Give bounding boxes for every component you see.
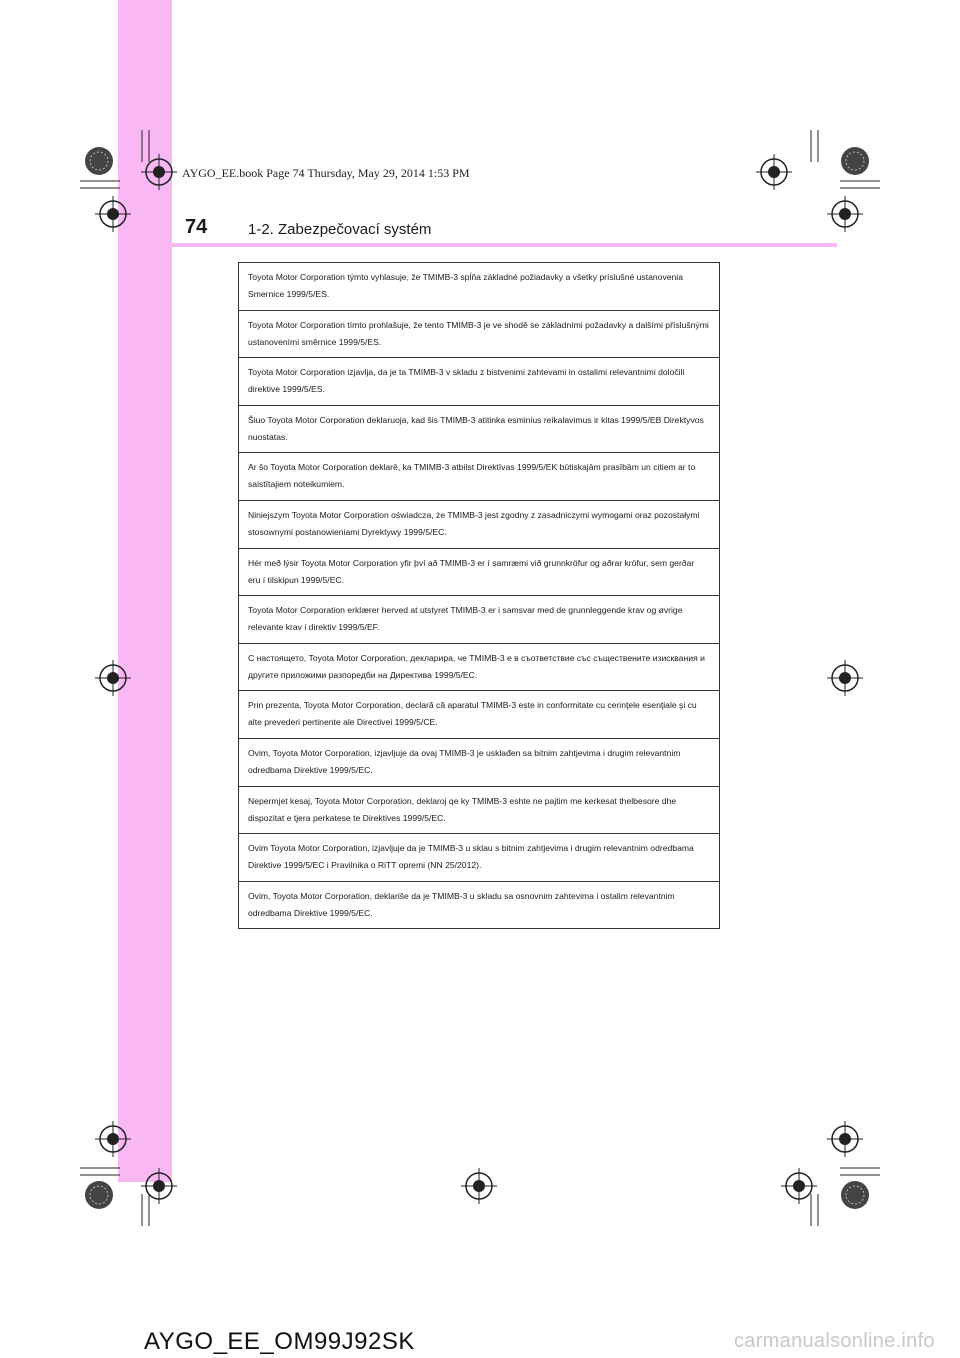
crop-mark-icon xyxy=(780,130,880,230)
declaration-table xyxy=(238,262,720,929)
table-row: Šiuo Toyota Motor Corporation deklaruoja, kad šis TMIMB-3 atitinka esminius reikalavimus ir kitas 1999/5/EB Direktyvos nuostatas. xyxy=(239,406,719,454)
table-row: Ovim, Toyota Motor Corporation, deklariše da je TMIMB-3 u skladu sa osnovnim zahtevima i ostalim relevantnim odredbama Direktive 1999/5/EC. xyxy=(239,882,719,930)
table-row: Toyota Motor Corporation izjavlja, da je ta TMIMB-3 v skladu z bistvenimi zahtevami in ostalimi relevantnimi določili direktive 1999/5/ES. xyxy=(239,358,719,406)
table-row: Toyota Motor Corporation týmto vyhlasuje, že TMIMB-3 spĺňa základné požiadavky a všetky príslušné ustanovenia Smernice 1999/5/ES. xyxy=(239,263,719,311)
table-row: Nepermjet kesaj, Toyota Motor Corporation, deklaroj qe ky TMIMB-3 eshte ne pajtim me kerkesat thelbesore dhe dispozitat e tjera perkatese te Direktives 1999/5/EC. xyxy=(239,787,719,835)
crop-mark-icon xyxy=(80,130,180,230)
table-row: Hér með lýsir Toyota Motor Corporation yfir því að TMIMB-3 er í samræmi við grunnkröfur og aðrar kröfur, sem gerðar eru í tilskipun 1999/5/EC. xyxy=(239,549,719,597)
table-row: С настоящето, Toyota Motor Corporation, декларира, че TMIMB-3 е в съответствие със съществените изисквания и другите приложими разпоредби на Директива 1999/5/ЕС. xyxy=(239,644,719,692)
table-row: Prin prezenta, Toyota Motor Corporation, declară că aparatul TMIMB-3 este in conformitate cu cerinţele esenţiale şi cu alte prevederi pertinente ale Directivei 1999/5/CE. xyxy=(239,691,719,739)
table-row: Ovim, Toyota Motor Corporation, izjavljuje da ovaj TMIMB-3 je usklađen sa bitnim zahtjevima i drugim relevantnim odredbama Direktive 1999/5/EC. xyxy=(239,739,719,787)
manual-code: AYGO_EE_OM99J92SK xyxy=(144,1328,415,1355)
registration-target-icon xyxy=(461,1168,497,1204)
page-number: 74 xyxy=(185,216,208,238)
table-row: Toyota Motor Corporation erklærer herved at utstyret TMIMB-3 er i samsvar med de grunnleggende krav og øvrige relevante krav i direktiv 1999/5/EF. xyxy=(239,596,719,644)
header-rule xyxy=(118,243,837,247)
table-row: Ovim Toyota Motor Corporation, izjavljuje da je TMIMB-3 u sklau s bitnim zahtjevima i drugim relevantnim odredbama Direktive 1999/5/EC i Pravilnika o RiTT opremi (NN 25/2012). xyxy=(239,834,719,882)
crop-mark-icon xyxy=(780,1126,880,1226)
table-row: Ar šo Toyota Motor Corporation deklarē, ka TMIMB-3 atbilst Direktīvas 1999/5/EK būtiskajām prasībām un citiem ar to saistītajiem noteikumiem. xyxy=(239,453,719,501)
registration-target-icon xyxy=(827,660,863,696)
table-row: Toyota Motor Corporation tímto prohlašuje, že tento TMIMB-3 je ve shodě se základními požadavky a dalšími příslušnými ustanoveními směrnice 1999/5/ES. xyxy=(239,311,719,359)
table-row: Niniejszym Toyota Motor Corporation oświadcza, że TMIMB-3 jest zgodny z zasadniczymi wymogami oraz pozostałymi stosownymi postanowieniami Dyrektywy 1999/5/EC. xyxy=(239,501,719,549)
crop-mark-icon xyxy=(80,1126,180,1226)
book-stamp: AYGO_EE.book Page 74 Thursday, May 29, 2014 1:53 PM xyxy=(182,166,470,180)
registration-target-icon xyxy=(95,660,131,696)
watermark: carmanualsonline.info xyxy=(734,1330,935,1352)
section-title: 1-2. Zabezpečovací systém xyxy=(248,221,432,238)
